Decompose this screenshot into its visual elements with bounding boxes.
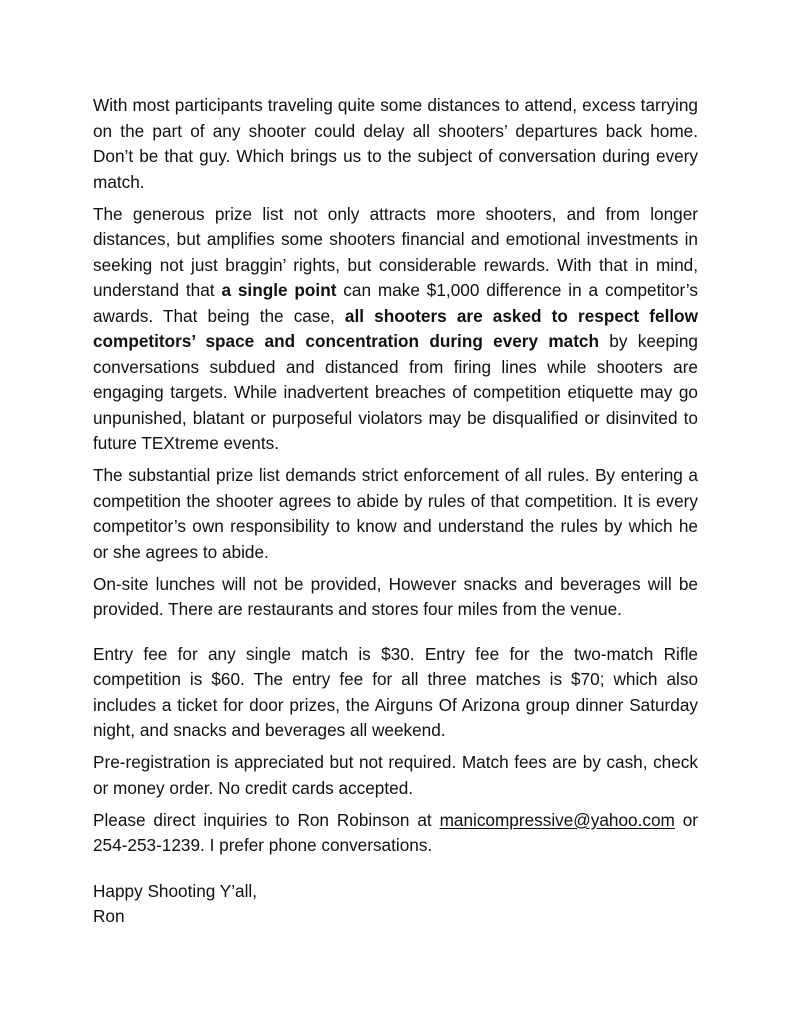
inquiries-text-after: or 254-253-1239. I prefer phone conversations. (93, 809, 698, 855)
paragraph-inquiries (93, 808, 698, 859)
inquiries-text-before: Please direct inquiries to Ron Robinson at (93, 809, 440, 830)
paragraph-rules: The substantial prize list demands strict enforcement of all rules. By entering a competition the shooter agrees to abide by rules of that competition. It is every competitor’s own responsibility to know and understand the rules by which he or she agrees to abide. (93, 465, 698, 562)
paragraph-prize-list (93, 202, 698, 457)
prize-text-3: by keeping conversations subdued and distanced from firing lines while shooters are engaging targets. While inadvertent breaches of competition etiquette may go unpunished, blatant or purposeful violators may be disqualified or disinvited to future TEXtreme events. (93, 331, 698, 453)
prize-text-2: can make $1,000 difference in a competitor’s awards. That being the case, (93, 280, 698, 326)
signoff-name: Ron (93, 906, 125, 926)
paragraph-entry-fee: Entry fee for any single match is $30. Entry fee for the two-match Rifle competition is $60. The entry fee for all three matches is $70; which also includes a ticket for door prizes, the Airguns Of Arizona group dinner Saturday night, and snacks and beverages all weekend. (93, 643, 698, 740)
signoff (93, 879, 698, 930)
email-link[interactable]: manicompressive@yahoo.com (439, 809, 675, 830)
signoff-greeting: Happy Shooting Y’all, (93, 880, 258, 901)
prize-bold-respect: all shooters are asked to respect fellow competitors’ space and concentration during every match (93, 305, 698, 351)
prize-bold-single-point: a single point (221, 280, 337, 300)
paragraph-lunches: On-site lunches will not be provided, However snacks and beverages will be provided. There are restaurants and stores four miles from the venue. (93, 573, 698, 619)
paragraph-travel: With most participants traveling quite some distances to attend, excess tarrying on the part of any shooter could delay all shooters’ departures back home. Don’t be that guy. Which brings us to the subject of conversation during every match. (93, 95, 698, 192)
paragraph-registration: Pre-registration is appreciated but not required. Match fees are by cash, check or money order. No credit cards accepted. (93, 752, 698, 798)
prize-text-1: The generous prize list not only attracts more shooters, and from longer distances, but amplifies some shooters financial and emotional investments in seeking not just braggin’ rights, but considerable rewards. With that in mind, understand that (93, 203, 698, 300)
document-page (93, 93, 698, 930)
